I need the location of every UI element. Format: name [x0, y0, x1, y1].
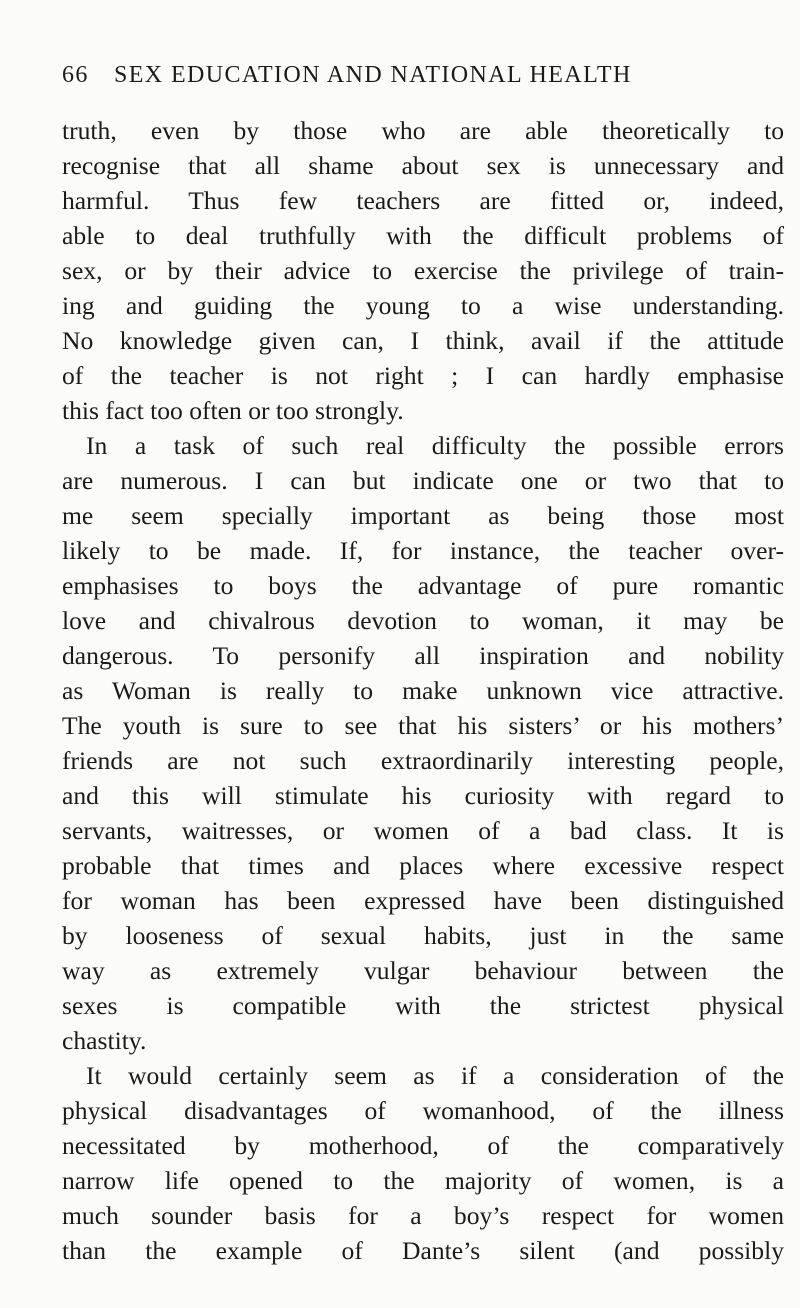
text-line: emphasises to boys the advantage of pure romantic — [62, 571, 784, 600]
text-line: much sounder basis for a boy’s respect for women — [62, 1201, 784, 1230]
text-line: than the example of Dante’s silent (and possibly — [62, 1236, 784, 1265]
text-line: The youth is sure to see that his sisters’ or his mothers’ — [62, 711, 784, 740]
text-line: recognise that all shame about sex is unnecessary and — [62, 151, 784, 180]
text-line: love and chivalrous devotion to woman, it may be — [62, 606, 784, 635]
text-line: are numerous. I can but indicate one or two that to — [62, 466, 784, 495]
text-line: It would certainly seem as if a consideration of the — [86, 1061, 784, 1090]
text-line: me seem specially important as being those most — [62, 501, 784, 530]
text-line: sexes is compatible with the strictest physical — [62, 991, 784, 1020]
text-line: and this will stimulate his curiosity with regard to — [62, 781, 784, 810]
text-line: probable that times and places where excessive respect — [62, 851, 784, 880]
text-line: harmful. Thus few teachers are fitted or, indeed, — [62, 186, 784, 215]
paragraph-2 — [62, 428, 784, 1058]
text-line: servants, waitresses, or women of a bad class. It is — [62, 816, 784, 845]
text-line: sex, or by their advice to exercise the privilege of train- — [62, 256, 784, 285]
running-title: SEX EDUCATION AND NATIONAL HEALTH — [114, 62, 632, 88]
text-line: able to deal truthfully with the difficult problems of — [62, 221, 784, 250]
text-line: No knowledge given can, I think, avail if the attitude — [62, 326, 784, 355]
paragraph-3 — [62, 1058, 784, 1268]
text-line: way as extremely vulgar behaviour between the — [62, 956, 784, 985]
text-line: as Woman is really to make unknown vice attractive. — [62, 676, 784, 705]
text-line: ing and guiding the young to a wise understanding. — [62, 291, 784, 320]
text-line: physical disadvantages of womanhood, of the illness — [62, 1096, 784, 1125]
paragraph-1 — [62, 113, 784, 428]
running-header — [62, 62, 727, 92]
text-line: of the teacher is not right ; I can hardly emphasise — [62, 361, 784, 390]
text-line: narrow life opened to the majority of women, is a — [62, 1166, 784, 1195]
text-line: likely to be made. If, for instance, the teacher over- — [62, 536, 784, 565]
text-line: for woman has been expressed have been distinguished — [62, 886, 784, 915]
text-line: chastity. — [62, 1026, 147, 1055]
page-number: 66 — [62, 62, 89, 88]
text-line: dangerous. To personify all inspiration and nobility — [62, 641, 784, 670]
text-line: friends are not such extraordinarily interesting people, — [62, 746, 784, 775]
body-text — [62, 113, 784, 1268]
text-line: In a task of such real difficulty the possible errors — [86, 431, 784, 460]
text-line: necessitated by motherhood, of the comparatively — [62, 1131, 784, 1160]
text-line: this fact too often or too strongly. — [62, 396, 404, 425]
text-line: truth, even by those who are able theoretically to — [62, 116, 784, 145]
text-line: by looseness of sexual habits, just in the same — [62, 921, 784, 950]
